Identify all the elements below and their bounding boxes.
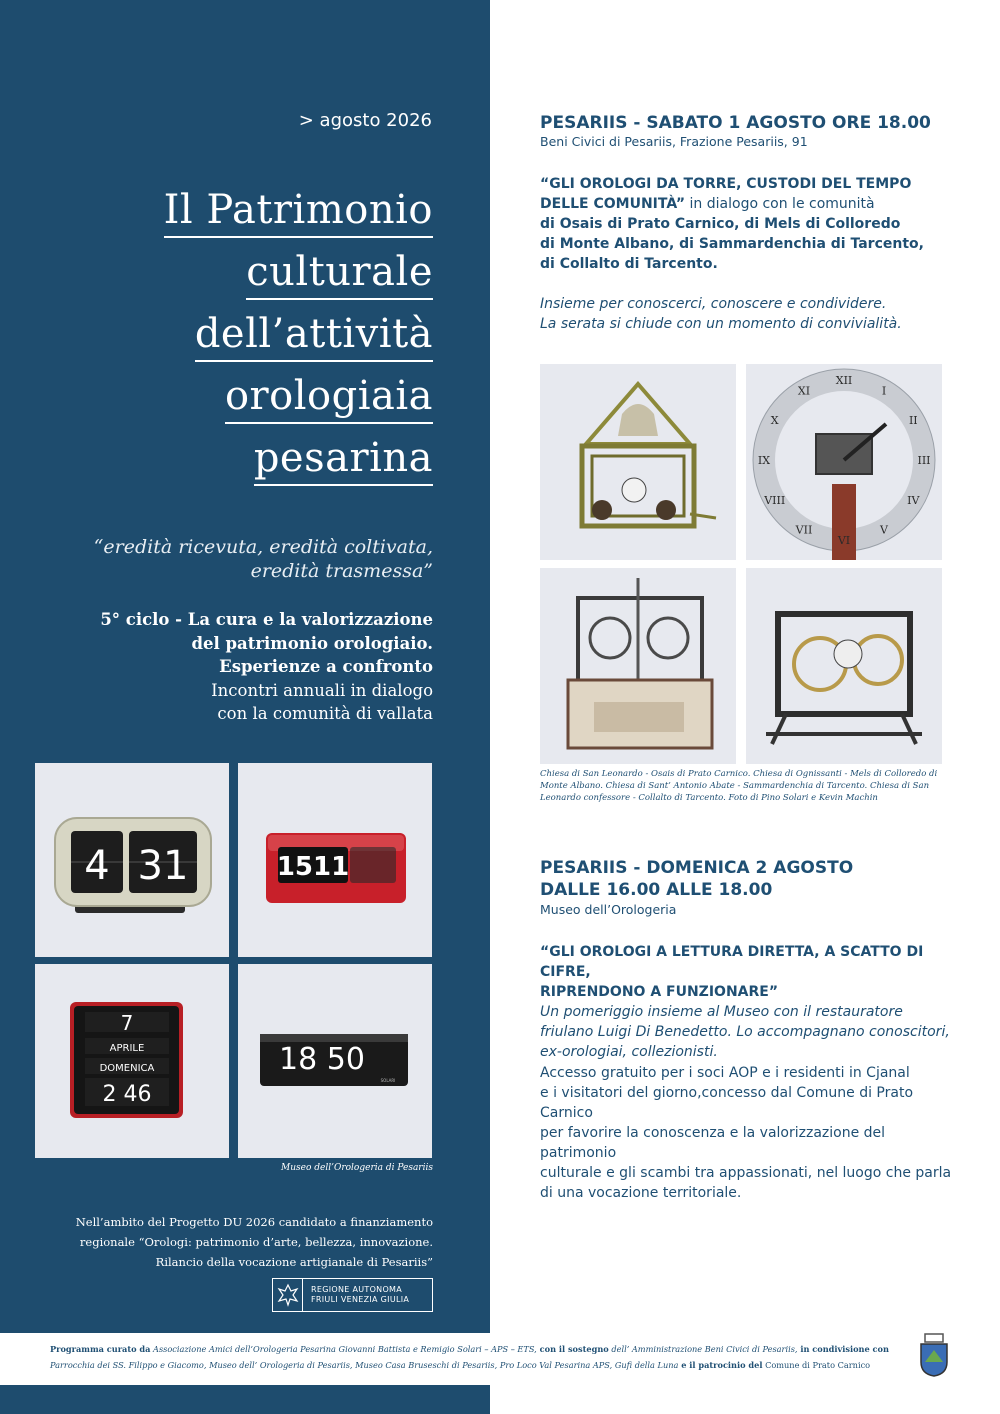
region-logo — [272, 1278, 433, 1312]
dial-numeral: V — [880, 523, 888, 537]
dial-numeral: III — [917, 454, 931, 467]
title-line: Il Patrimonio — [164, 188, 433, 238]
photo-calendar-clock — [35, 964, 229, 1158]
event2-place: Museo dell’Orologeria — [540, 902, 677, 917]
footer-part: dell’ Amministrazione Beni Civici di Pesariis, — [608, 1344, 798, 1354]
footer-part: Parrocchia dei SS. Filippo e Giacomo, Museo dell’ Orologeria di Pesariis, Museo Casa Bruseschi di Pesariis, Pro Loco Val Pesarina APS, Gufi della Luna — [50, 1360, 679, 1370]
dial-numeral: VIII — [764, 494, 786, 507]
photo-digit-clock-black — [238, 964, 432, 1158]
photo-caption-museum: Museo dell’Orologeria di Pesariis — [281, 1163, 433, 1173]
dial-numeral: XI — [797, 384, 811, 398]
project-line: Nell’ambito del Progetto DU 2026 candidato a finanziamento — [75, 1215, 433, 1229]
municipal-crest-icon — [917, 1332, 951, 1378]
region-logo-line: REGIONE AUTONOMA — [311, 1285, 403, 1294]
event2-italic-line: ex-orologiai, collezionisti. — [540, 1044, 718, 1060]
eagle-icon — [273, 1279, 303, 1311]
flip-clock-minute: 31 — [137, 843, 189, 889]
quote — [33, 535, 433, 583]
event1-place: Beni Civici di Pesariis, Frazione Pesariis, 91 — [540, 134, 808, 149]
cycle-line: con la comunità di vallata — [217, 704, 433, 723]
cycle-description — [13, 608, 433, 726]
quote-line: eredità trasmessa” — [250, 560, 433, 582]
footer-part: Associazione Amici dell’Orologeria Pesarina Giovanni Battista e Remigio Solari – APS – ETS, — [150, 1344, 537, 1354]
digit-clock-time: 18 50 — [279, 1042, 365, 1077]
photo-flip-clock-red — [238, 763, 432, 957]
dial-numeral: VII — [795, 523, 813, 537]
quote-line: “eredità ricevuta, eredità coltivata, — [93, 536, 433, 558]
footer-credits — [50, 1341, 910, 1373]
cycle-line: 5° ciclo - La cura e la valorizzazione — [100, 610, 433, 629]
event1-italic-line: La serata si chiude con un momento di convivialità. — [540, 316, 902, 332]
event2-italic-line: friulano Luigi Di Benedetto. Lo accompagnano conoscitori, — [540, 1024, 950, 1040]
calendar-weekday: DOMENICA — [99, 1063, 155, 1074]
region-logo-line: FRIULI VENEZIA GIULIA — [311, 1295, 410, 1304]
poster-title — [164, 188, 433, 498]
photo-caption-churches: Chiesa di San Leonardo - Osais di Prato Carnico. Chiesa di Ognissanti - Mels di Colloredo di Monte Albano. Chiesa di Sant’ Antonio Abate - Sammardenchia di Tarcento. Chiesa di San Leonardo confessore - Collalto di Tarcento. Foto di Pino Solari e Kevin Machin — [540, 769, 938, 803]
access-line: culturale e gli scambi tra appassionati, nel luogo che parla — [540, 1165, 952, 1181]
photo-tower-clock-gears — [746, 568, 942, 764]
event2-title-line: “GLI OROLOGI A LETTURA DIRETTA, A SCATTO DI CIFRE, — [540, 944, 924, 980]
access-line: e i visitatori del giorno,concesso dal Comune di Prato Carnico — [540, 1085, 914, 1121]
clock-brand: SOLARI — [380, 1078, 396, 1083]
event-date: > agosto 2026 — [298, 110, 432, 131]
flip-clock-hour: 4 — [84, 843, 110, 889]
access-line: per favorire la conoscenza e la valorizzazione del patrimonio — [540, 1125, 886, 1161]
access-line: di una vocazione territoriale. — [540, 1185, 742, 1201]
project-line: regionale “Orologi: patrimonio d’arte, bellezza, innovazione. — [79, 1235, 433, 1249]
event1-title-rest: in dialogo con le comunità — [685, 196, 875, 212]
footer-part: Programma curato da — [50, 1344, 151, 1354]
event1-line: di Monte Albano, di Sammardenchia di Tarcento, — [540, 236, 924, 252]
access-line: Accesso gratuito per i soci AOP e i residenti in Cjanal — [540, 1065, 910, 1081]
footer-part: con il sostegno — [536, 1344, 609, 1354]
project-note — [13, 1212, 433, 1272]
event2-heading — [540, 857, 853, 901]
photo-tower-clock-mechanism — [540, 568, 736, 764]
cycle-line: del patrimonio orologiaio. — [191, 633, 433, 653]
dial-numeral: I — [881, 384, 887, 398]
dial-numeral: X — [770, 414, 779, 427]
event1-line: di Osais di Prato Carnico, di Mels di Colloredo — [540, 216, 901, 232]
photo-flip-clock-beige — [35, 763, 229, 957]
event1-title: “GLI OROLOGI DA TORRE, CUSTODI DEL TEMPO DELLE COMUNITÀ” — [540, 176, 912, 212]
event2-heading-line: PESARIIS - DOMENICA 2 AGOSTO — [540, 858, 854, 878]
dial-numeral: IV — [907, 494, 920, 507]
event1-line: di Collalto di Tarcento. — [540, 256, 718, 272]
flip-clock-time: 1511 — [276, 852, 350, 882]
calendar-month: APRILE — [109, 1043, 145, 1054]
cycle-line: Esperienze a confronto — [219, 657, 433, 676]
title-line: orologiaia — [225, 374, 433, 424]
calendar-day: 7 — [120, 1011, 134, 1035]
dial-numeral: XII — [835, 374, 853, 387]
event2-access — [540, 1063, 960, 1203]
event1-description — [540, 174, 960, 274]
cycle-line: Incontri annuali in dialogo — [211, 680, 433, 700]
dial-numeral: VI — [837, 534, 851, 547]
title-line: dell’attività — [195, 312, 433, 362]
event1-italic-line: Insieme per conoscerci, conoscere e condividere. — [540, 296, 887, 312]
dial-numeral: IX — [757, 454, 771, 467]
calendar-time: 2 46 — [102, 1082, 152, 1107]
event1-italic — [540, 294, 960, 334]
event1-heading: PESARIIS - SABATO 1 AGOSTO ORE 18.00 — [540, 113, 931, 133]
photo-tower-clock-bell — [540, 364, 736, 560]
footer-part: e il patrocinio del — [678, 1360, 763, 1370]
title-line: culturale — [246, 250, 433, 300]
event2-description — [540, 942, 960, 1062]
event2-title-line: RIPRENDONO A FUNZIONARE” — [540, 984, 779, 1000]
project-line: Rilancio della vocazione artigianale di Pesariis” — [155, 1255, 433, 1269]
event2-heading-line: DALLE 16.00 ALLE 18.00 — [540, 880, 773, 900]
title-line: pesarina — [254, 436, 433, 486]
footer-part: Comune di Prato Carnico — [762, 1360, 871, 1370]
footer-part: in condivisione con — [797, 1344, 889, 1354]
photo-tower-clock-dial — [746, 364, 942, 560]
event2-italic-line: Un pomeriggio insieme al Museo con il restauratore — [540, 1004, 903, 1020]
dial-numeral: II — [908, 414, 918, 427]
